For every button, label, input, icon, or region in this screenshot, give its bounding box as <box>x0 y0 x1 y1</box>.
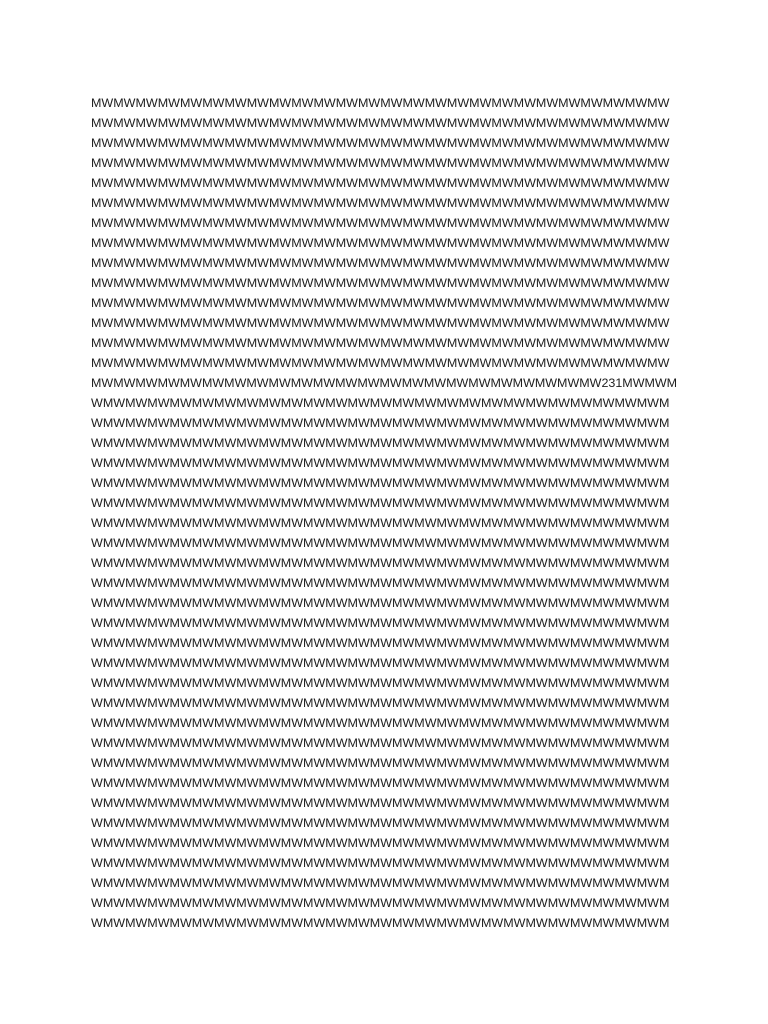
text-line: WMWMWMWMWMWMWMWMWMWMWMWMWMWMWMWMWMWMWMWMWMWMWMWMWMWM <box>91 596 670 610</box>
text-line: WMWMWMWMWMWMWMWMWMWMWMWMWMWMWMWMWMWMWMWMWMWMWMWMWMWM <box>91 576 670 590</box>
text-line: WMWMWMWMWMWMWMWMWMWMWMWMWMWMWMWMWMWMWMWMWMWMWMWMWMWM <box>91 656 670 670</box>
text-line: WMWMWMWMWMWMWMWMWMWMWMWMWMWMWMWMWMWMWMWMWMWMWMWMWMWM <box>91 476 670 490</box>
text-line: WMWMWMWMWMWMWMWMWMWMWMWMWMWMWMWMWMWMWMWMWMWMWMWMWMWM <box>91 736 670 750</box>
text-line: MWMWMWMWMWMWMWMWMWMWMWMWMWMWMWMWMWMWMWMWMWMWMWMWMWMW <box>91 316 670 330</box>
text-line: MWMWMWMWMWMWMWMWMWMWMWMWMWMWMWMWMWMWMWMWMWMWMWMWMWMW <box>91 176 670 190</box>
text-line: WMWMWMWMWMWMWMWMWMWMWMWMWMWMWMWMWMWMWMWMWMWMWMWMWMWM <box>91 516 670 530</box>
text-line: WMWMWMWMWMWMWMWMWMWMWMWMWMWMWMWMWMWMWMWMWMWMWMWMWMWM <box>91 536 670 550</box>
text-line: WMWMWMWMWMWMWMWMWMWMWMWMWMWMWMWMWMWMWMWMWMWMWMWMWMWM <box>91 776 670 790</box>
text-line: MWMWMWMWMWMWMWMWMWMWMWMWMWMWMWMWMWMWMWMWMWMWMWMWMWMW <box>91 156 670 170</box>
text-line: WMWMWMWMWMWMWMWMWMWMWMWMWMWMWMWMWMWMWMWMWMWMWMWMWMWM <box>91 396 670 410</box>
text-line: MWMWMWMWMWMWMWMWMWMWMWMWMWMWMWMWMWMWMWMWMWMWMWMWMWMW <box>91 256 670 270</box>
text-line: WMWMWMWMWMWMWMWMWMWMWMWMWMWMWMWMWMWMWMWMWMWMWMWMWMWM <box>91 896 670 910</box>
text-line: WMWMWMWMWMWMWMWMWMWMWMWMWMWMWMWMWMWMWMWMWMWMWMWMWMWM <box>91 916 670 930</box>
text-line: WMWMWMWMWMWMWMWMWMWMWMWMWMWMWMWMWMWMWMWMWMWMWMWMWMWM <box>91 756 670 770</box>
text-line: WMWMWMWMWMWMWMWMWMWMWMWMWMWMWMWMWMWMWMWMWMWMWMWMWMWM <box>91 636 670 650</box>
text-line: WMWMWMWMWMWMWMWMWMWMWMWMWMWMWMWMWMWMWMWMWMWMWMWMWMWM <box>91 676 670 690</box>
text-line: MWMWMWMWMWMWMWMWMWMWMWMWMWMWMWMWMWMWMWMWMWMWMWMWMWMW <box>91 336 670 350</box>
text-line: WMWMWMWMWMWMWMWMWMWMWMWMWMWMWMWMWMWMWMWMWMWMWMWMWMWM <box>91 836 670 850</box>
text-line: WMWMWMWMWMWMWMWMWMWMWMWMWMWMWMWMWMWMWMWMWMWMWMWMWMWM <box>91 496 670 510</box>
document-body-text <box>91 93 691 933</box>
text-line: MWMWMWMWMWMWMWMWMWMWMWMWMWMWMWMWMWMWMWMWMWMWMWMWMWMW <box>91 96 670 110</box>
text-line: MWMWMWMWMWMWMWMWMWMWMWMWMWMWMWMWMWMWMWMWMWMWMWMWMWMW <box>91 136 670 150</box>
text-line: MWMWMWMWMWMWMWMWMWMWMWMWMWMWMWMWMWMWMWMWMWMWMW231MWMWM <box>91 376 678 390</box>
text-line: WMWMWMWMWMWMWMWMWMWMWMWMWMWMWMWMWMWMWMWMWMWMWMWMWMWM <box>91 816 670 830</box>
text-line: WMWMWMWMWMWMWMWMWMWMWMWMWMWMWMWMWMWMWMWMWMWMWMWMWMWM <box>91 716 670 730</box>
text-line: MWMWMWMWMWMWMWMWMWMWMWMWMWMWMWMWMWMWMWMWMWMWMWMWMWMW <box>91 116 670 130</box>
text-line: WMWMWMWMWMWMWMWMWMWMWMWMWMWMWMWMWMWMWMWMWMWMWMWMWMWM <box>91 416 670 430</box>
text-line: WMWMWMWMWMWMWMWMWMWMWMWMWMWMWMWMWMWMWMWMWMWMWMWMWMWM <box>91 456 670 470</box>
text-line: WMWMWMWMWMWMWMWMWMWMWMWMWMWMWMWMWMWMWMWMWMWMWMWMWMWM <box>91 616 670 630</box>
text-line: MWMWMWMWMWMWMWMWMWMWMWMWMWMWMWMWMWMWMWMWMWMWMWMWMWMW <box>91 296 670 310</box>
text-line: MWMWMWMWMWMWMWMWMWMWMWMWMWMWMWMWMWMWMWMWMWMWMWMWMWMW <box>91 196 670 210</box>
text-line: WMWMWMWMWMWMWMWMWMWMWMWMWMWMWMWMWMWMWMWMWMWMWMWMWMWM <box>91 876 670 890</box>
text-line: MWMWMWMWMWMWMWMWMWMWMWMWMWMWMWMWMWMWMWMWMWMWMWMWMWMW <box>91 356 670 370</box>
text-line: WMWMWMWMWMWMWMWMWMWMWMWMWMWMWMWMWMWMWMWMWMWMWMWMWMWM <box>91 436 670 450</box>
text-line: WMWMWMWMWMWMWMWMWMWMWMWMWMWMWMWMWMWMWMWMWMWMWMWMWMWM <box>91 556 670 570</box>
text-line: MWMWMWMWMWMWMWMWMWMWMWMWMWMWMWMWMWMWMWMWMWMWMWMWMWMW <box>91 216 670 230</box>
text-line: WMWMWMWMWMWMWMWMWMWMWMWMWMWMWMWMWMWMWMWMWMWMWMWMWMWM <box>91 856 670 870</box>
text-line: MWMWMWMWMWMWMWMWMWMWMWMWMWMWMWMWMWMWMWMWMWMWMWMWMWMW <box>91 236 670 250</box>
text-line: WMWMWMWMWMWMWMWMWMWMWMWMWMWMWMWMWMWMWMWMWMWMWMWMWMWM <box>91 696 670 710</box>
text-line: WMWMWMWMWMWMWMWMWMWMWMWMWMWMWMWMWMWMWMWMWMWMWMWMWMWM <box>91 796 670 810</box>
text-line: MWMWMWMWMWMWMWMWMWMWMWMWMWMWMWMWMWMWMWMWMWMWMWMWMWMW <box>91 276 670 290</box>
